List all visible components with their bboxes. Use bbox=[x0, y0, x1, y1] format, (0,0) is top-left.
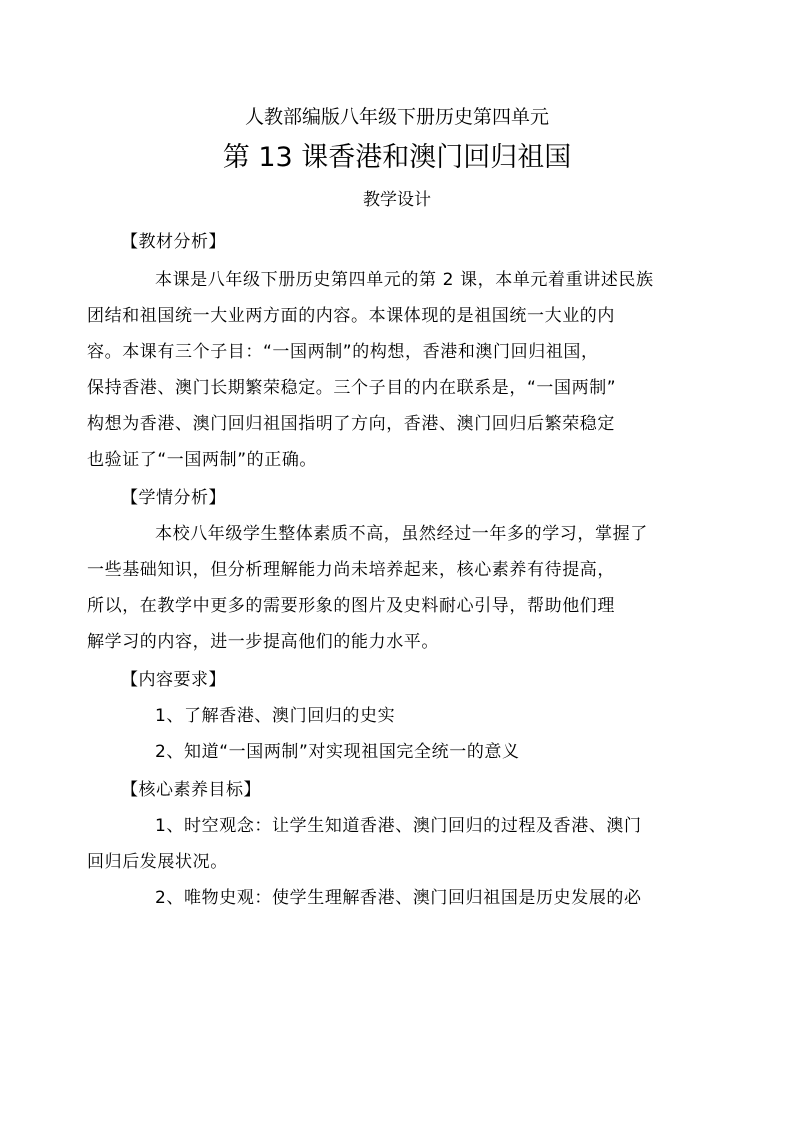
requirements-list bbox=[121, 692, 681, 778]
paragraph-core-competency-goals bbox=[87, 802, 681, 924]
paragraph-line: 保持香港、澳门长期繁荣稳定。三个子目的内在联系是，“一国两制” bbox=[87, 378, 617, 398]
paragraph-textbook-analysis bbox=[87, 254, 681, 486]
list-item: 1、了解香港、澳门回归的史实 bbox=[155, 706, 396, 726]
paragraph-line: 一些基础知识，但分析理解能力尚未培养起来，核心素养有待提高， bbox=[87, 560, 615, 580]
paragraph-line: 也验证了“一国两制”的正确。 bbox=[87, 450, 318, 470]
paragraph-line: 1、时空观念：让学生知道香港、澳门回归的过程及香港、澳门 bbox=[155, 816, 642, 836]
paragraph-line: 本课是八年级下册历史第四单元的第 2 课，本单元着重讲述民族 bbox=[155, 270, 654, 290]
paragraph-line: 构想为香港、澳门回归祖国指明了方向，香港、澳门回归后繁荣稳定 bbox=[87, 414, 615, 434]
document-top-line: 人教部编版八年级下册历史第四单元 bbox=[244, 106, 549, 128]
paragraph-line: 2、唯物史观：使学生理解香港、澳门回归祖国是历史发展的必 bbox=[155, 888, 642, 908]
paragraph-learner-analysis bbox=[87, 510, 681, 668]
paragraph-line: 所以，在教学中更多的需要形象的图片及史料耐心引导，帮助他们理 bbox=[87, 596, 615, 616]
section-heading-core-competency-goals: 【核心素养目标】 bbox=[121, 780, 261, 800]
paragraph-line: 回归后发展状况。 bbox=[87, 852, 228, 872]
document-body bbox=[87, 230, 681, 924]
document-subtitle: 教学设计 bbox=[363, 190, 431, 210]
section-heading-learner-analysis: 【学情分析】 bbox=[121, 488, 226, 508]
paragraph-line: 团结和祖国统一大业两方面的内容。本课体现的是祖国统一大业的内 bbox=[87, 306, 615, 326]
paragraph-line: 解学习的内容，进一步提高他们的能力水平。 bbox=[87, 632, 439, 652]
list-item: 2、知道“一国两制”对实现祖国完全统一的意义 bbox=[155, 742, 520, 762]
document-title: 第 13 课香港和澳门回归祖国 bbox=[222, 142, 572, 173]
section-heading-textbook-analysis: 【教材分析】 bbox=[121, 232, 226, 252]
paragraph-line: 容。本课有三个子目：“一国两制”的构想，香港和澳门回归祖国， bbox=[87, 342, 599, 362]
section-heading-content-requirements: 【内容要求】 bbox=[121, 670, 226, 690]
paragraph-line: 本校八年级学生整体素质不高，虽然经过一年多的学习，掌握了 bbox=[155, 524, 648, 544]
